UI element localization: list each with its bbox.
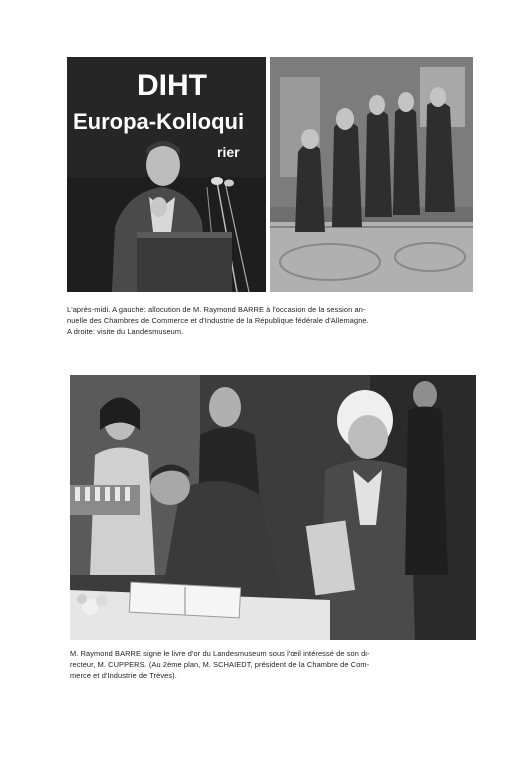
signing-photo-image	[70, 375, 476, 640]
photo-museum-visit	[270, 57, 473, 292]
speaker-photo-image	[67, 57, 266, 292]
caption-top-line-2: nuelle des Chambres de Commerce et d'Industrie de la République fédérale d'Allemagne.	[67, 316, 369, 326]
caption-bottom	[70, 648, 480, 682]
caption-bottom-line-1: M. Raymond BARRE signe le livre d'or du Landesmuseum sous l'œil intéressé de son di-	[70, 649, 370, 658]
photo-signing-guest-book	[70, 375, 476, 640]
photo-speaker-at-podium	[67, 57, 266, 292]
caption-bottom-line-3: merce et d'Industrie de Trèves).	[70, 671, 177, 681]
sign-text-europa: Europa-Kolloqui	[73, 109, 245, 134]
museum-visit-photo-image	[270, 57, 473, 292]
caption-top-line-3: A droite: visite du Landesmuseum.	[67, 327, 184, 337]
sign-text-diht: DIHT	[137, 69, 207, 102]
caption-top-line-1: L'après-midi. A gauche: allocution de M. Raymond BARRE à l'occasion de la session an-	[67, 305, 366, 314]
caption-top	[67, 304, 477, 338]
caption-bottom-line-2: recteur, M. CUPPERS. (Au 2ème plan, M. SCHAIEDT, président de la Chambre de Com-	[70, 660, 370, 670]
sign-text-rier: rier	[217, 144, 240, 160]
